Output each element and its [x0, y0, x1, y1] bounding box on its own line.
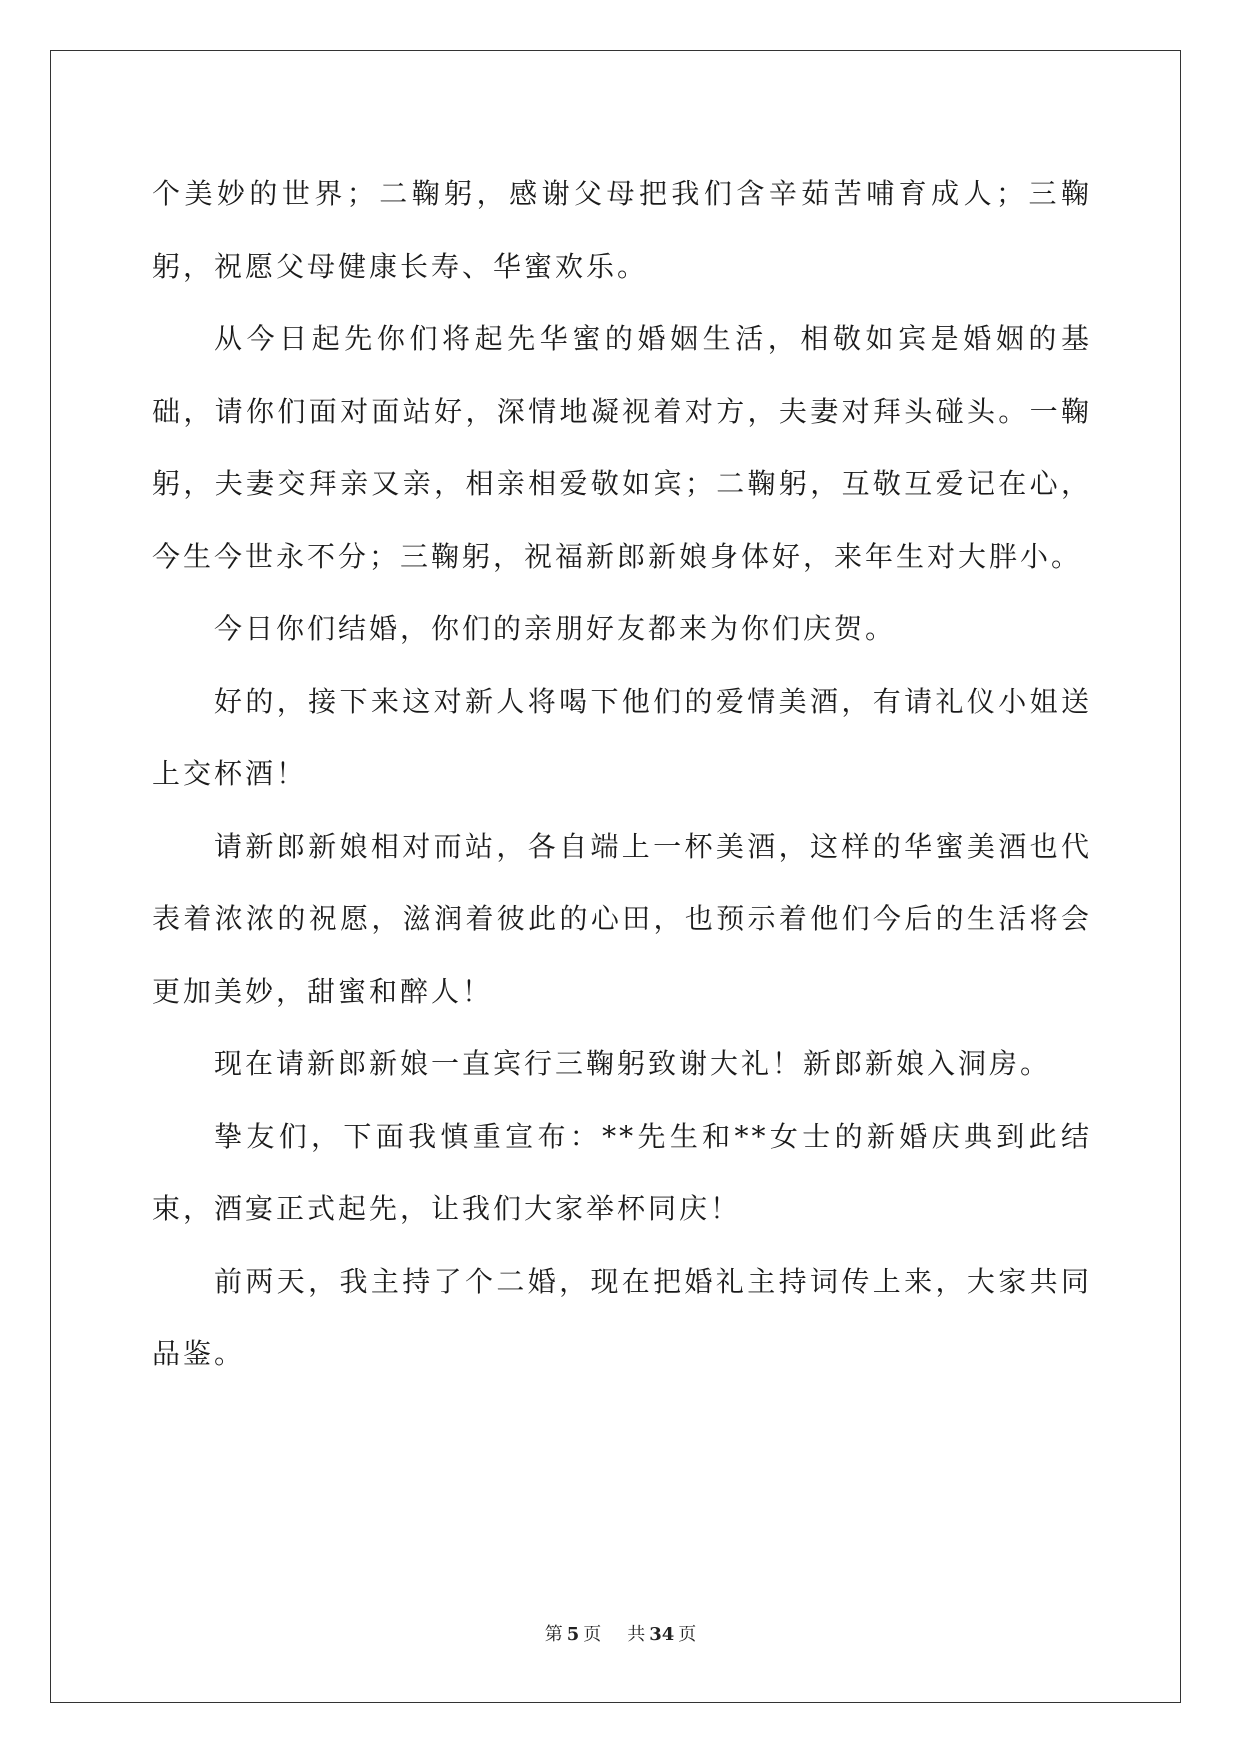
total-prefix: 共 — [627, 1624, 646, 1645]
page-footer — [0, 1620, 1241, 1646]
paragraph: 现在请新郎新娘一直宾行三鞠躬致谢大礼！新郎新娘入洞房。 — [214, 1047, 1052, 1080]
document-body — [152, 158, 1092, 1391]
total-suffix: 页 — [678, 1624, 697, 1645]
page-prefix: 第 — [544, 1624, 563, 1645]
paragraph: 个美妙的世界；二鞠躬，感谢父母把我们含辛茹苦哺育成人；三鞠躬，祝愿父母健康长寿、华蜜欢乐。 — [152, 177, 1092, 283]
page-number: 5 — [566, 1624, 580, 1645]
page-suffix: 页 — [583, 1624, 602, 1645]
paragraph: 请新郎新娘相对而站，各自端上一杯美酒，这样的华蜜美酒也代表着浓浓的祝愿，滋润着彼此的心田，也预示着他们今后的生活将会更加美妙，甜蜜和醉人！ — [152, 829, 1092, 1008]
paragraph: 从今日起先你们将起先华蜜的婚姻生活，相敬如宾是婚姻的基础，请你们面对面站好，深情地凝视着对方，夫妻对拜头碰头。一鞠躬，夫妻交拜亲又亲，相亲相爱敬如宾；二鞠躬，互敬互爱记在心，今生今世永不分；三鞠躬，祝福新郎新娘身体好，来年生对大胖小。 — [152, 322, 1092, 573]
paragraph: 挚友们，下面我慎重宣布：**先生和**女士的新婚庆典到此结束，酒宴正式起先，让我们大家举杯同庆！ — [152, 1119, 1092, 1225]
paragraph: 前两天，我主持了个二婚，现在把婚礼主持词传上来，大家共同品鉴。 — [152, 1264, 1092, 1370]
total-pages: 34 — [649, 1624, 675, 1645]
paragraph: 好的，接下来这对新人将喝下他们的爱情美酒，有请礼仪小姐送上交杯酒！ — [152, 684, 1092, 790]
paragraph: 今日你们结婚，你们的亲朋好友都来为你们庆贺。 — [214, 612, 897, 645]
